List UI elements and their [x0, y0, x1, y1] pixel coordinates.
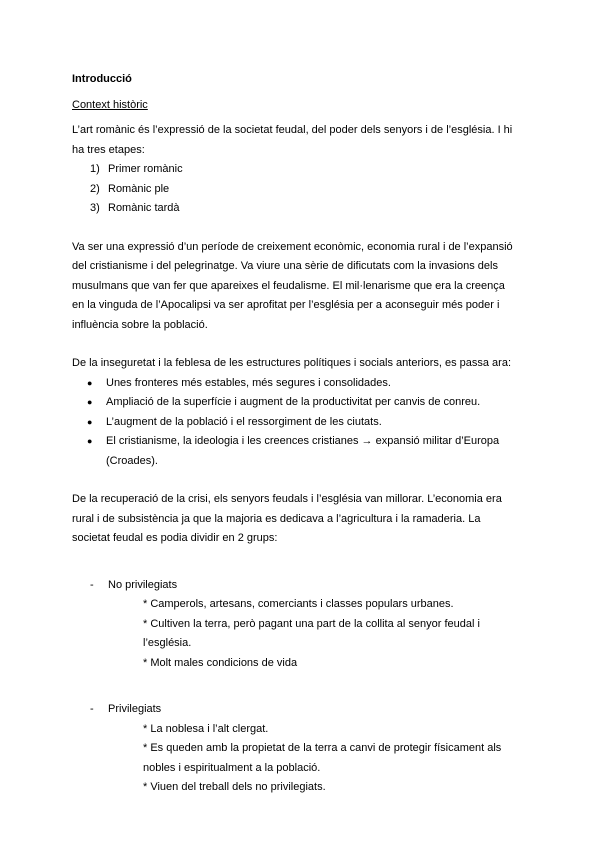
list-item-text: L’augment de la població i el ressorgiment de les ciutats.	[106, 415, 382, 428]
list-item-text: Romànic tardà	[108, 202, 180, 214]
changes-intro-paragraph: De la inseguretat i la feblesa de les estructures polítiques i socials anteriors, es passa ara:	[72, 357, 512, 369]
list-item	[87, 374, 520, 394]
list-item	[90, 160, 520, 180]
bullet-icon: ●	[87, 436, 93, 446]
list-item	[87, 432, 520, 471]
dash-marker: -	[90, 578, 94, 591]
group-detail: * La noblesa i l’alt clergat.	[143, 722, 269, 735]
group-non-privileged	[72, 576, 520, 674]
list-item-text: Primer romànic	[108, 163, 183, 175]
list-item	[90, 180, 520, 200]
group-privileged	[72, 700, 520, 798]
page-title: Introducció	[72, 73, 132, 85]
group-detail: * Viuen del treball dels no privilegiats.	[143, 781, 326, 793]
society-paragraph: De la recuperació de la crisi, els senyors feudals i l’església van millorar. L’economia era rural i de subsistència ja que la majoria es dedicava a l’agricultura i la ramaderia. La societat feudal es podia dividir en 2 grups:	[72, 493, 502, 544]
group-label: No privilegiats	[108, 578, 178, 591]
stages-list	[72, 160, 520, 219]
group-label: Privilegiats	[108, 703, 162, 715]
list-item-text: El cristianisme, la ideologia i les creences cristianes → expansió militar d’Europa (Croades).	[106, 435, 500, 467]
group-detail: * Es queden amb la propietat de la terra a canvi de protegir físicament als nobles i espiritualment a la població.	[143, 742, 502, 774]
changes-list	[72, 374, 520, 472]
dash-marker: -	[90, 703, 94, 715]
list-number: 1)	[90, 163, 100, 175]
intro-paragraph: L’art romànic és l’expressió de la societat feudal, del poder dels senyors i de l’església. I hi ha tres etapes:	[72, 124, 513, 156]
list-number: 3)	[90, 202, 100, 214]
group-detail: * Camperols, artesans, comerciants i classes populars urbanes.	[143, 598, 454, 610]
list-number: 2)	[90, 182, 100, 195]
list-item	[87, 413, 520, 433]
list-item-text: Ampliació de la superfície i augment de la productivitat per canvis de conreu.	[106, 396, 481, 408]
group-detail: * Molt males condicions de vida	[143, 656, 298, 669]
list-item-text: Unes fronteres més estables, més segures i consolidades.	[106, 376, 391, 389]
bullet-icon: ●	[87, 377, 93, 388]
context-paragraph: Va ser una expressió d’un període de creixement econòmic, economia rural i de l’expansió del cristianisme i del pelegrinatge. Va viure una sèrie de dificutats com la invasions dels musulmans que van fer que apareixes el feudalisme. El mil·lenarisme que era la creença en la vinguda de l’Apocalipsi va ser aprofitat per l’església per a aconseguir més poder i influència sobre la població.	[72, 240, 513, 331]
list-item	[87, 393, 520, 413]
bullet-icon: ●	[87, 416, 93, 427]
document-body	[72, 70, 520, 798]
group-detail: * Cultiven la terra, però pagant una part de la collita al senyor feudal i l’església.	[143, 617, 480, 649]
list-item-text: Romànic ple	[108, 182, 170, 195]
section-subtitle: Context històric	[72, 98, 148, 111]
list-item	[90, 199, 520, 219]
bullet-icon: ●	[87, 397, 93, 407]
